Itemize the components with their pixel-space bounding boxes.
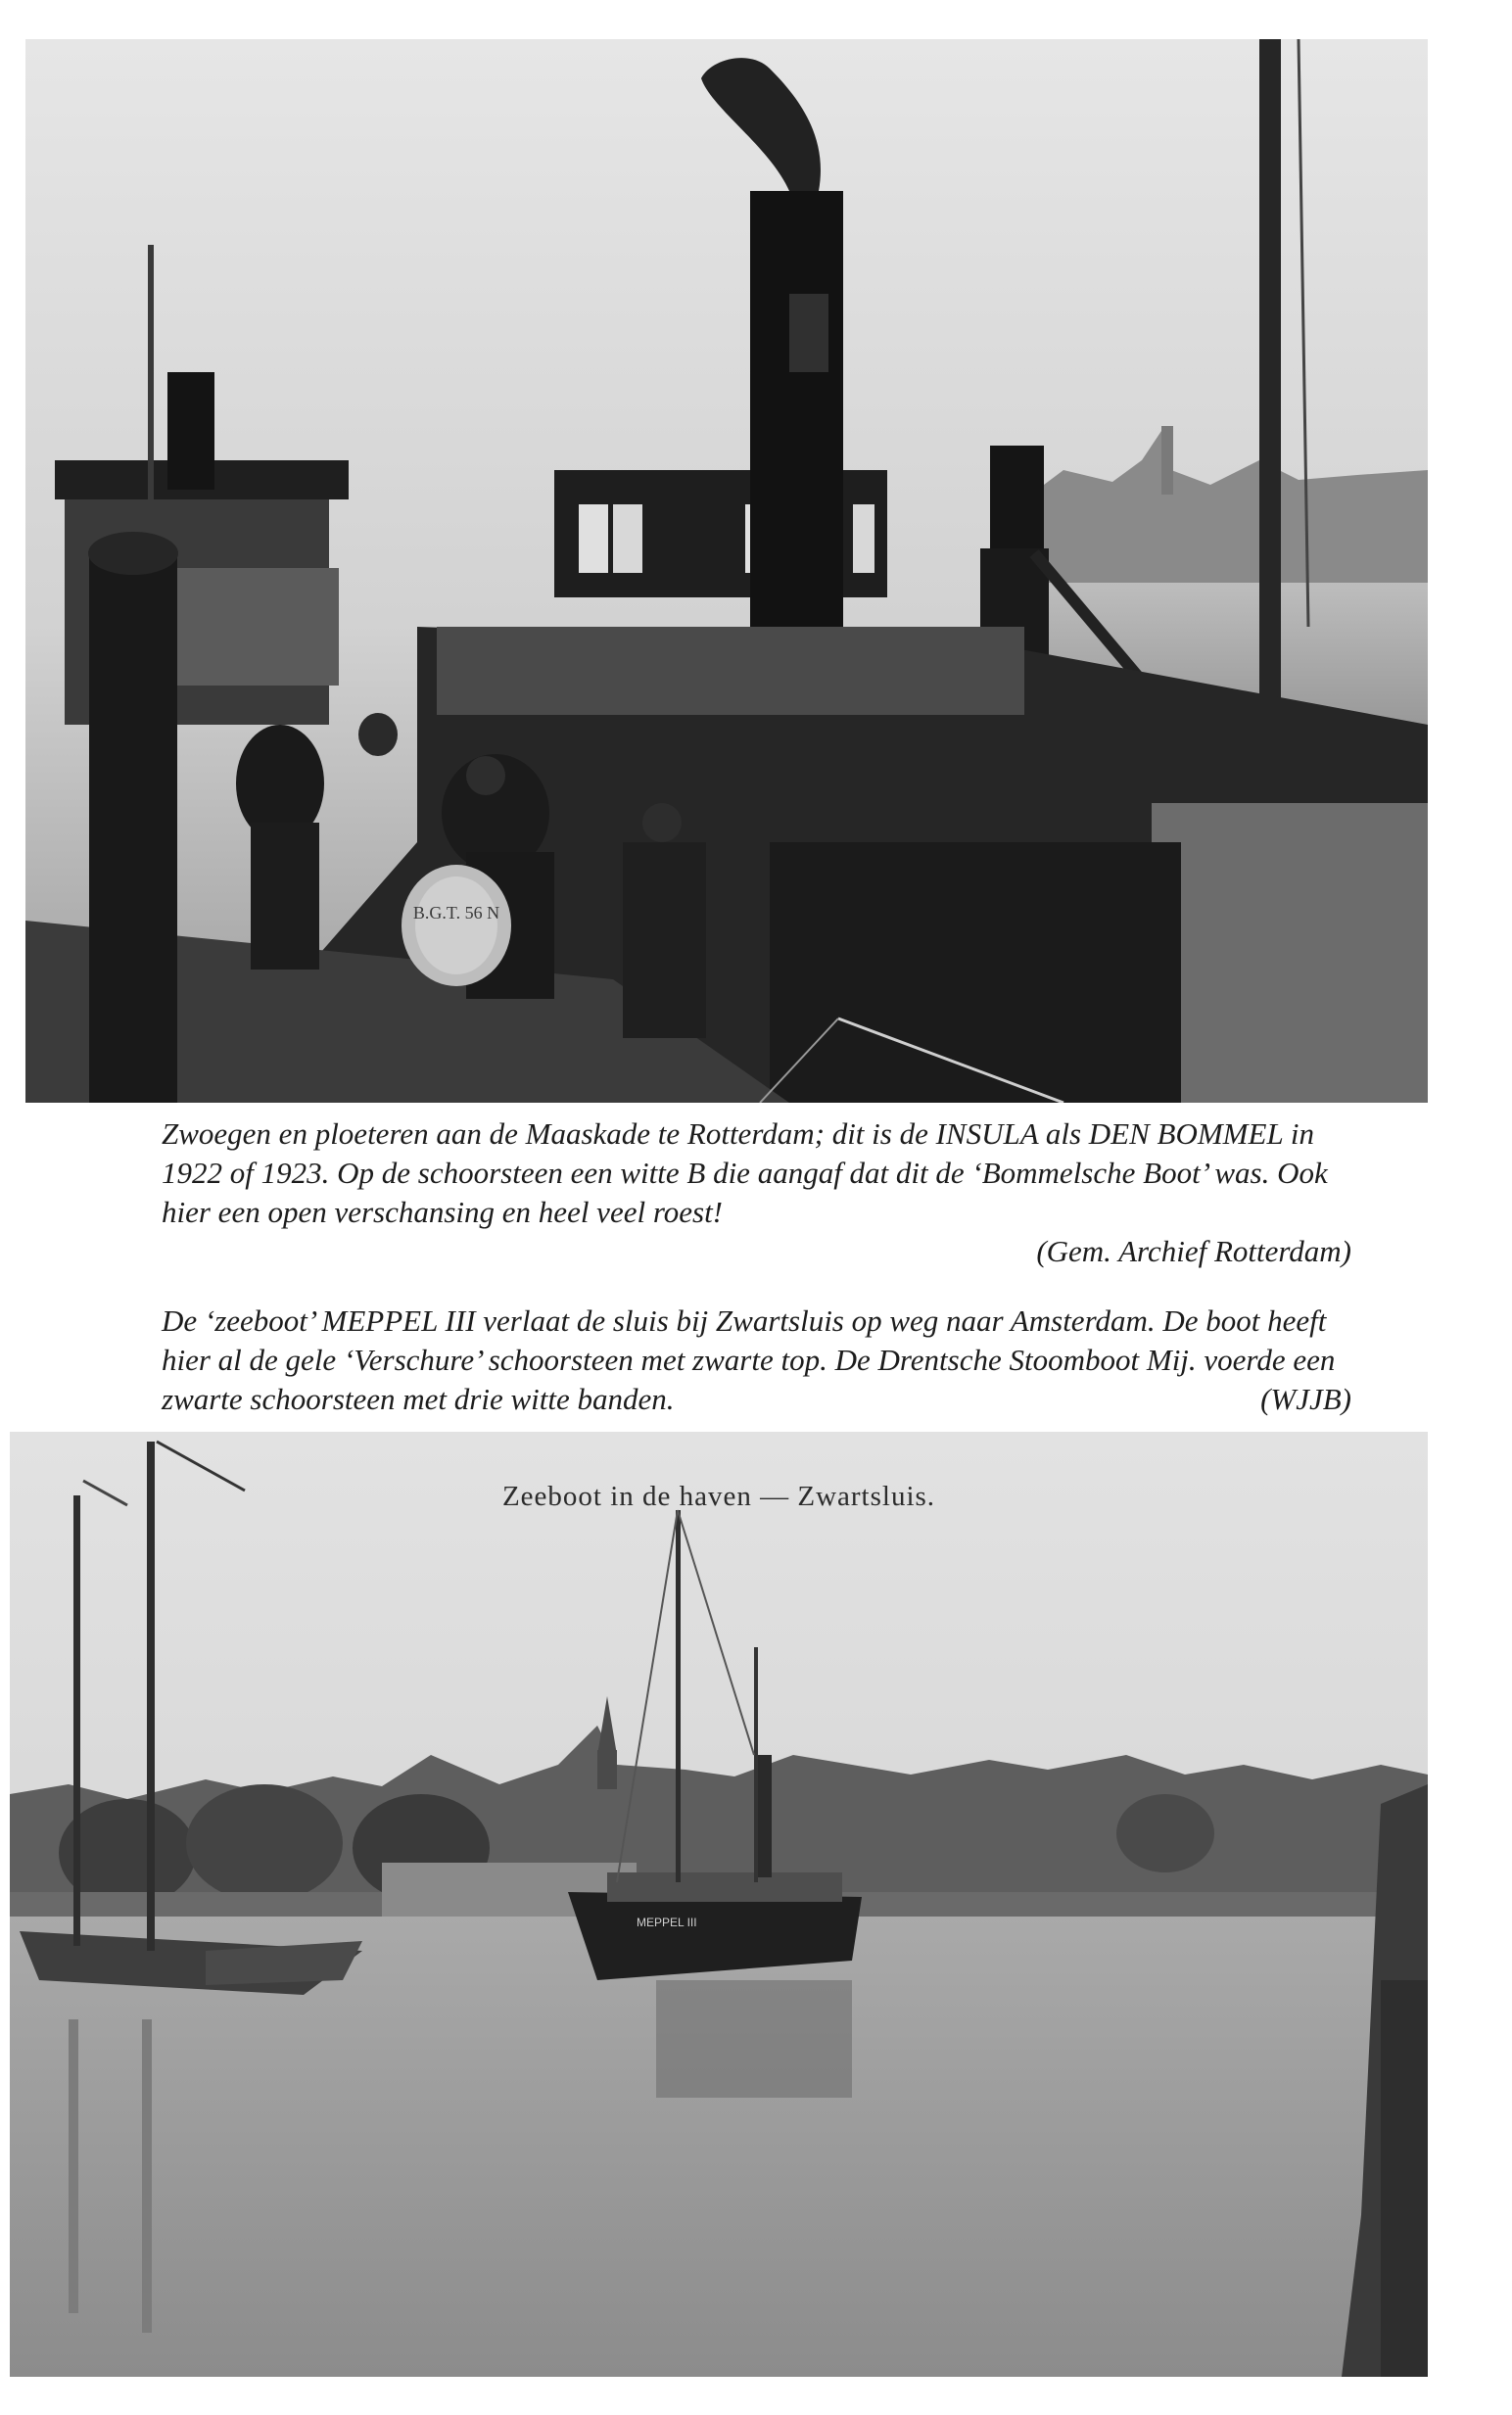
caption-meppel-text: De ‘zeeboot’ MEPPEL III verlaat de sluis bij Zwartsluis op weg naar Amsterdam. De boot heeft hier al de gele ‘Verschure’ schoorsteen met zwarte top. De Drentsche Stoomboot Mij. voerde een zwarte schoorsteen met drie witte banden.	[162, 1303, 1336, 1416]
photo-insula-rotterdam-drawing	[25, 39, 1428, 1103]
photo-meppel-zwartsluis-drawing	[10, 1432, 1428, 2377]
caption-insula	[162, 1114, 1351, 1271]
ship-hull-name: MEPPEL III	[637, 1916, 697, 1929]
barrel-stamp: B.G.T. 56 N	[412, 903, 500, 923]
caption-meppel	[162, 1302, 1351, 1419]
photo-meppel-zwartsluis	[10, 1432, 1428, 2377]
caption-insula-text: Zwoegen en ploeteren aan de Maaskade te Rotterdam; dit is de INSULA als DEN BOMMEL in 1922 of 1923. Op de schoorsteen een witte B die aangaf dat dit de ‘Bommelsche Boot’ was. Ook hier een open verschansing en heel veel roest!	[162, 1116, 1328, 1229]
caption-insula-credit: (Gem. Archief Rotterdam)	[1036, 1234, 1351, 1268]
photo-insula-rotterdam	[25, 39, 1428, 1103]
postcard-title: Zeeboot in de haven — Zwartsluis.	[501, 1481, 936, 1512]
caption-meppel-credit: (WJJB)	[1260, 1382, 1351, 1416]
